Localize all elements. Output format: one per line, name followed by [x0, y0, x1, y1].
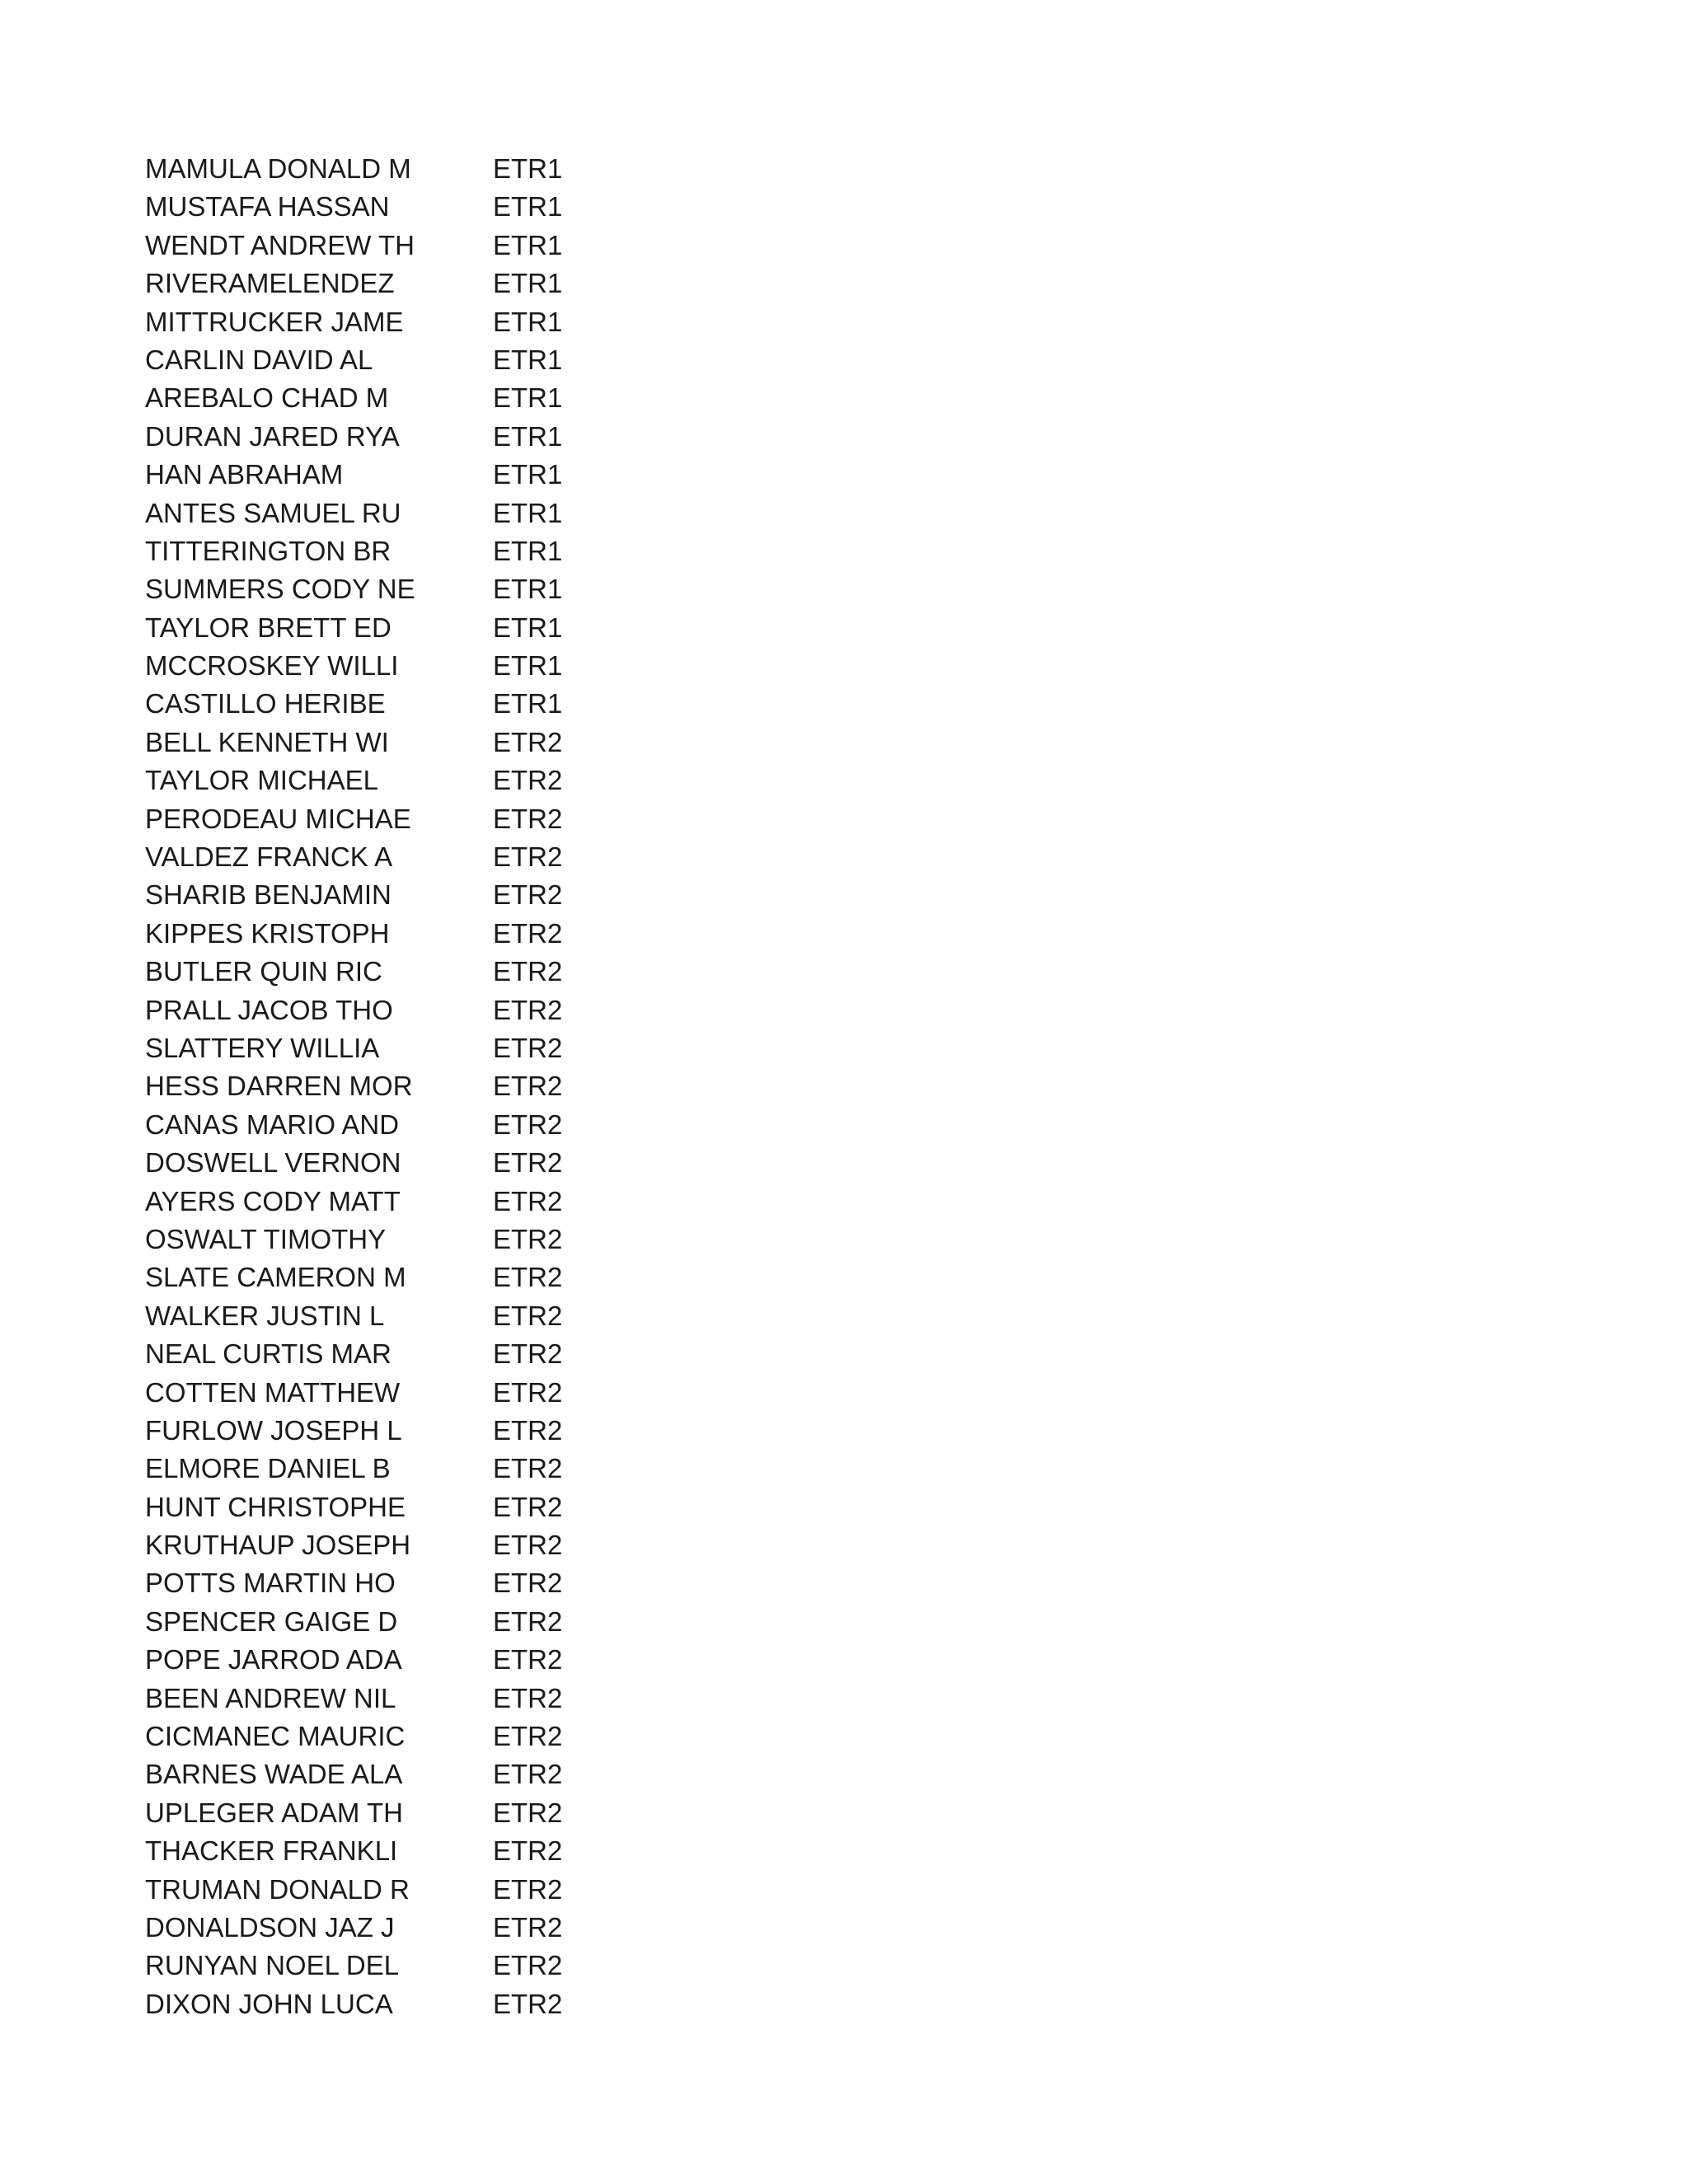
- member-rate: ETR2: [493, 1835, 563, 1867]
- member-rate: ETR2: [493, 1988, 563, 2019]
- member-name: COTTEN MATTHEW: [145, 1376, 401, 1408]
- member-name: CARLIN DAVID AL: [145, 344, 373, 375]
- member-rate: ETR2: [493, 1911, 563, 1943]
- member-rate: ETR2: [493, 1185, 563, 1216]
- member-name: RIVERAMELENDEZ: [145, 268, 395, 299]
- member-name: DURAN JARED RYA: [145, 420, 400, 452]
- roster-row: [145, 1909, 640, 1947]
- member-rate: ETR2: [493, 1682, 563, 1713]
- member-name: NEAL CURTIS MAR: [145, 1338, 392, 1370]
- member-rate: ETR2: [493, 994, 563, 1025]
- roster-row: [145, 265, 640, 302]
- roster-row: [145, 1335, 640, 1373]
- member-rate: ETR2: [493, 1568, 563, 1599]
- roster-row: [145, 1297, 640, 1335]
- roster-row: [145, 1067, 640, 1105]
- member-name: TAYLOR MICHAEL: [145, 765, 378, 796]
- member-name: SUMMERS CODY NE: [145, 574, 415, 605]
- member-rate: ETR2: [493, 1873, 563, 1905]
- roster-row: [145, 1564, 640, 1602]
- roster-row: [145, 1412, 640, 1450]
- member-rate: ETR2: [493, 1223, 563, 1254]
- member-rate: ETR2: [493, 1950, 563, 1981]
- roster-row: [145, 762, 640, 799]
- member-rate: ETR2: [493, 726, 563, 757]
- member-rate: ETR2: [493, 1108, 563, 1140]
- member-name: SPENCER GAIGE D: [145, 1605, 398, 1637]
- member-name: KIPPES KRISTOPH: [145, 917, 390, 949]
- roster-row: [145, 1641, 640, 1679]
- roster-row: [145, 1947, 640, 1985]
- roster-row: [145, 838, 640, 876]
- member-name: CANAS MARIO AND: [145, 1108, 400, 1140]
- roster-row: [145, 532, 640, 570]
- member-name: HESS DARREN MOR: [145, 1071, 413, 1102]
- member-rate: ETR2: [493, 1032, 563, 1063]
- member-name: MAMULA DONALD M: [145, 153, 411, 184]
- member-rate: ETR2: [493, 1147, 563, 1179]
- roster-row: [145, 150, 640, 188]
- roster-row: [145, 570, 640, 608]
- roster-row: [145, 1718, 640, 1755]
- roster-row: [145, 724, 640, 762]
- member-name: PRALL JACOB THO: [145, 994, 393, 1025]
- member-name: MITTRUCKER JAME: [145, 306, 404, 337]
- roster-row: [145, 494, 640, 532]
- member-rate: ETR1: [493, 153, 563, 184]
- roster-row: [145, 1526, 640, 1564]
- member-rate: ETR1: [493, 229, 563, 260]
- roster-row: [145, 303, 640, 341]
- member-name: ANTES SAMUEL RU: [145, 497, 401, 528]
- member-rate: ETR1: [493, 268, 563, 299]
- roster-row: [145, 1106, 640, 1144]
- roster-row: [145, 1871, 640, 1909]
- roster-row: [145, 1144, 640, 1182]
- roster-row: [145, 1258, 640, 1296]
- member-rate: ETR2: [493, 1300, 563, 1331]
- member-rate: ETR1: [493, 191, 563, 223]
- member-rate: ETR1: [493, 612, 563, 643]
- member-rate: ETR1: [493, 382, 563, 414]
- member-name: CICMANEC MAURIC: [145, 1721, 406, 1752]
- member-rate: ETR2: [493, 879, 563, 911]
- roster-row: [145, 1755, 640, 1793]
- member-name: POPE JARROD ADA: [145, 1644, 402, 1675]
- member-name: TRUMAN DONALD R: [145, 1873, 410, 1905]
- roster-row: [145, 1488, 640, 1526]
- member-rate: ETR1: [493, 306, 563, 337]
- member-name: SLATE CAMERON M: [145, 1262, 406, 1293]
- member-rate: ETR2: [493, 765, 563, 796]
- member-rate: ETR2: [493, 917, 563, 949]
- roster-row: [145, 418, 640, 456]
- member-name: BEEN ANDREW NIL: [145, 1682, 396, 1713]
- roster-row: [145, 1374, 640, 1412]
- roster-row: [145, 876, 640, 914]
- member-name: DOSWELL VERNON: [145, 1147, 401, 1179]
- member-name: BELL KENNETH WI: [145, 726, 389, 757]
- member-rate: ETR2: [493, 1453, 563, 1484]
- roster-row: [145, 456, 640, 494]
- member-name: TITTERINGTON BR: [145, 535, 392, 566]
- member-name: TAYLOR BRETT ED: [145, 612, 392, 643]
- member-rate: ETR2: [493, 803, 563, 834]
- member-rate: ETR1: [493, 688, 563, 719]
- member-rate: ETR1: [493, 650, 563, 682]
- member-name: DIXON JOHN LUCA: [145, 1988, 393, 2019]
- roster-row: [145, 1183, 640, 1221]
- member-name: FURLOW JOSEPH L: [145, 1414, 402, 1446]
- member-name: UPLEGER ADAM TH: [145, 1797, 403, 1828]
- roster-row: [145, 1450, 640, 1488]
- member-rate: ETR2: [493, 1338, 563, 1370]
- member-name: HAN ABRAHAM: [145, 459, 344, 490]
- member-name: AYERS CODY MATT: [145, 1185, 401, 1216]
- member-name: HUNT CHRISTOPHE: [145, 1491, 406, 1522]
- roster-row: [145, 188, 640, 226]
- member-name: VALDEZ FRANCK A: [145, 841, 393, 873]
- roster-row: [145, 341, 640, 379]
- roster-row: [145, 685, 640, 723]
- member-rate: ETR2: [493, 1721, 563, 1752]
- member-name: SLATTERY WILLIA: [145, 1032, 380, 1063]
- member-name: OSWALT TIMOTHY: [145, 1223, 387, 1254]
- roster-row: [145, 991, 640, 1029]
- member-name: WALKER JUSTIN L: [145, 1300, 385, 1331]
- roster-row: [145, 647, 640, 685]
- member-rate: ETR1: [493, 344, 563, 375]
- member-rate: ETR1: [493, 459, 563, 490]
- member-name: BUTLER QUIN RIC: [145, 956, 382, 987]
- member-name: BARNES WADE ALA: [145, 1759, 403, 1790]
- roster-list: [145, 150, 640, 2023]
- member-name: WENDT ANDREW TH: [145, 229, 415, 260]
- roster-row: [145, 379, 640, 417]
- member-rate: ETR2: [493, 1262, 563, 1293]
- roster-row: [145, 1794, 640, 1832]
- member-rate: ETR2: [493, 956, 563, 987]
- member-name: THACKER FRANKLI: [145, 1835, 398, 1867]
- member-name: KRUTHAUP JOSEPH: [145, 1530, 411, 1561]
- member-rate: ETR1: [493, 535, 563, 566]
- member-rate: ETR2: [493, 1491, 563, 1522]
- roster-row: [145, 609, 640, 647]
- roster-row: [145, 1221, 640, 1258]
- roster-row: [145, 800, 640, 838]
- roster-row: [145, 1832, 640, 1870]
- member-name: PERODEAU MICHAE: [145, 803, 411, 834]
- member-name: AREBALO CHAD M: [145, 382, 389, 414]
- member-rate: ETR2: [493, 1759, 563, 1790]
- roster-row: [145, 227, 640, 265]
- member-name: RUNYAN NOEL DEL: [145, 1950, 400, 1981]
- member-rate: ETR2: [493, 841, 563, 873]
- member-rate: ETR1: [493, 420, 563, 452]
- member-rate: ETR2: [493, 1530, 563, 1561]
- member-rate: ETR2: [493, 1071, 563, 1102]
- roster-row: [145, 1603, 640, 1641]
- member-name: MCCROSKEY WILLI: [145, 650, 399, 682]
- member-rate: ETR2: [493, 1644, 563, 1675]
- member-rate: ETR1: [493, 574, 563, 605]
- member-name: ELMORE DANIEL B: [145, 1453, 391, 1484]
- roster-row: [145, 953, 640, 991]
- roster-row: [145, 915, 640, 953]
- member-name: POTTS MARTIN HO: [145, 1568, 396, 1599]
- member-name: DONALDSON JAZ J: [145, 1911, 395, 1943]
- member-name: SHARIB BENJAMIN: [145, 879, 392, 911]
- member-name: MUSTAFA HASSAN: [145, 191, 390, 223]
- member-rate: ETR2: [493, 1414, 563, 1446]
- roster-row: [145, 1029, 640, 1067]
- roster-row: [145, 1985, 640, 2023]
- member-rate: ETR2: [493, 1797, 563, 1828]
- roster-row: [145, 1680, 640, 1718]
- member-rate: ETR2: [493, 1605, 563, 1637]
- member-rate: ETR1: [493, 497, 563, 528]
- member-name: CASTILLO HERIBE: [145, 688, 386, 719]
- member-rate: ETR2: [493, 1376, 563, 1408]
